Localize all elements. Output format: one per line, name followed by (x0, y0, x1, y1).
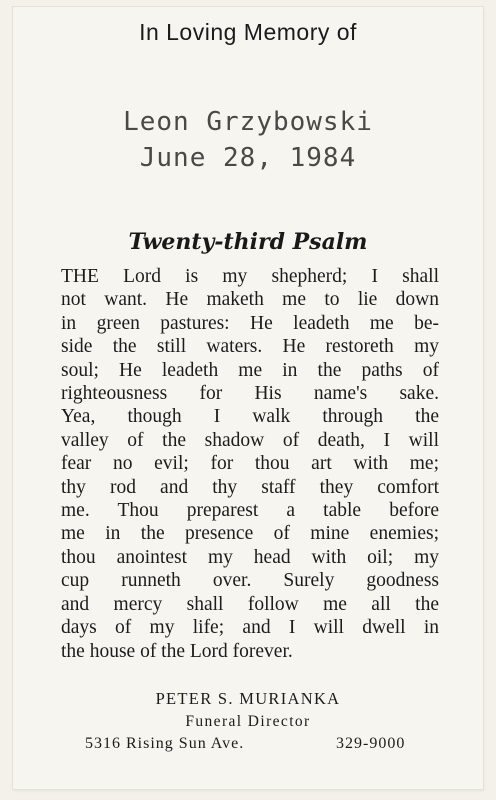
psalm-line: me in the presence of mine enemies; (61, 523, 439, 545)
psalm-line: THE Lord is my shepherd; I shall (61, 266, 439, 287)
psalm-line: fear no evil; for thou art with me; (61, 453, 439, 475)
psalm-line: in green pastures: He leadeth me be- (61, 312, 439, 334)
psalm-line: thy rod and thy staff they comfort (61, 476, 439, 498)
psalm-text (61, 265, 439, 663)
psalm-line: me. Thou preparest a table before (61, 500, 439, 522)
psalm-line: thou anointest my head with oil; my (61, 546, 439, 568)
memorial-heading: In Loving Memory of (139, 19, 357, 45)
funeral-home-address: 5316 Rising Sun Ave. (85, 735, 245, 752)
psalm-line: righteousness for His name's sake. (61, 383, 439, 405)
memorial-date: June 28, 1984 (139, 143, 357, 173)
funeral-director-title: Funeral Director (185, 713, 311, 730)
psalm-line: side the still waters. He restoreth my (61, 336, 439, 358)
psalm-line: not want. He maketh me to lie down (61, 289, 439, 311)
funeral-director-name: PETER S. MURIANKA (155, 689, 341, 708)
psalm-title: Twenty-third Psalm (128, 229, 368, 255)
psalm-line: soul; He leadeth me in the paths of (61, 359, 439, 381)
funeral-home-phone: 329-9000 (336, 735, 406, 752)
psalm-line: days of my life; and I will dwell in (61, 617, 439, 639)
psalm-line: Yea, though I walk through the (61, 406, 439, 428)
deceased-name: Leon Grzybowski (123, 107, 373, 137)
psalm-line: valley of the shadow of death, I will (61, 429, 439, 451)
psalm-line: cup runneth over. Surely goodness (61, 570, 439, 592)
psalm-line: and mercy shall follow me all the (61, 593, 439, 615)
psalm-line: the house of the Lord forever. (61, 640, 293, 662)
memorial-card (13, 7, 483, 789)
